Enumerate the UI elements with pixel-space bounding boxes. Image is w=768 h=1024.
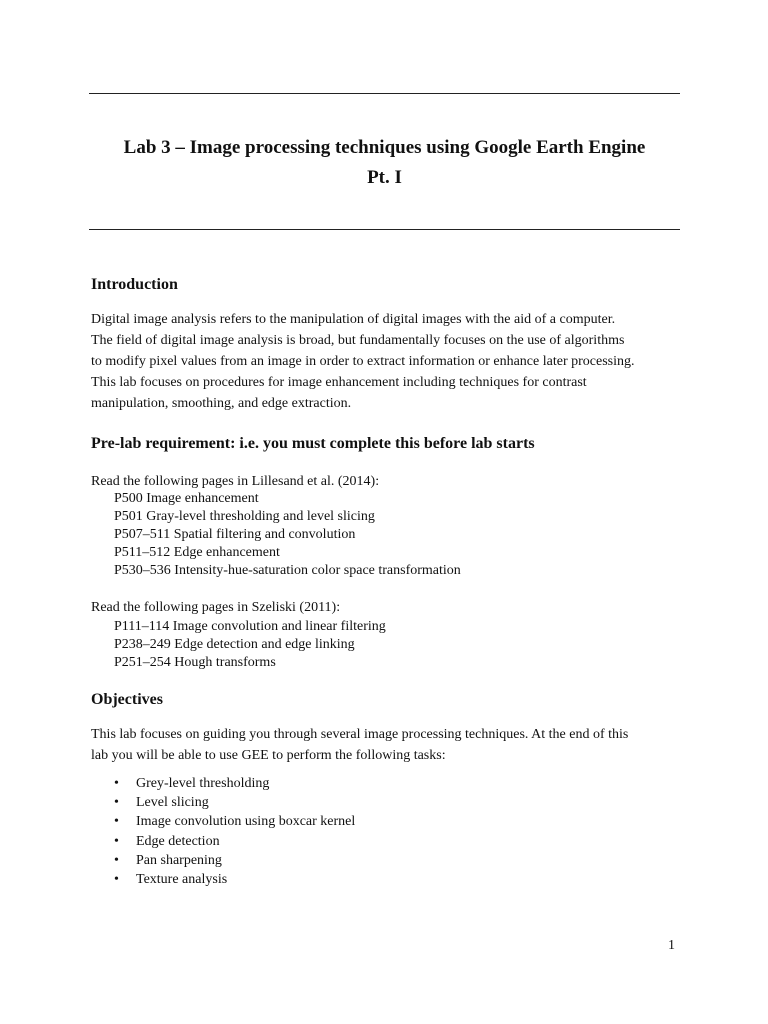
lillesand-intro [91, 471, 691, 492]
bullet-icon: • [114, 776, 119, 791]
list-item: P251–254 Hough transforms [114, 655, 276, 670]
list-item: P507–511 Spatial filtering and convolution [114, 527, 356, 542]
objectives-paragraph [91, 724, 691, 766]
introduction-line: The field of digital image analysis is broad, but fundamentally focuses on the use of algorithms [91, 333, 625, 348]
list-item [114, 832, 355, 851]
task-text: Texture analysis [136, 872, 228, 888]
task-text: Edge detection [136, 833, 220, 849]
bullet-icon: • [114, 814, 119, 830]
list-item [114, 851, 355, 870]
list-item: P500 Image enhancement [114, 491, 259, 506]
objectives-line: This lab focuses on guiding you through several image processing techniques. At the end of this [91, 727, 629, 742]
page-number: 1 [668, 938, 675, 953]
task-text: Image convolution using boxcar kernel [136, 814, 356, 830]
list-item [114, 870, 355, 889]
introduction-line: manipulation, smoothing, and edge extraction. [91, 396, 352, 411]
bullet-icon: • [114, 795, 119, 811]
list-item [114, 793, 355, 812]
objectives-heading: Objectives [91, 691, 163, 708]
list-item: P111–114 Image convolution and linear filtering [114, 619, 386, 634]
prelab-heading: Pre-lab requirement: i.e. you must complete this before lab starts [91, 435, 535, 452]
lillesand-intro-text: Read the following pages in Lillesand et al. (2014): [91, 474, 380, 489]
list-item [114, 812, 355, 831]
title-line-1: Lab 3 – Image processing techniques using Google Earth Engine [123, 137, 646, 158]
introduction-line: to modify pixel values from an image in order to extract information or enhance later processing. [91, 354, 635, 369]
task-text: Level slicing [136, 795, 209, 811]
header-rule-top [89, 93, 680, 94]
introduction-line: Digital image analysis refers to the manipulation of digital images with the aid of a computer. [91, 312, 616, 327]
task-text: Pan sharpening [136, 852, 222, 868]
list-item: P238–249 Edge detection and edge linking [114, 637, 355, 652]
szeliski-page-list [114, 618, 386, 672]
lillesand-page-list [114, 490, 461, 580]
szeliski-intro [91, 597, 691, 618]
objectives-line: lab you will be able to use GEE to perform the following tasks: [91, 748, 446, 763]
list-item [114, 774, 355, 793]
list-item: P530–536 Intensity-hue-saturation color space transformation [114, 563, 461, 578]
bullet-icon: • [114, 833, 119, 849]
szeliski-intro-text: Read the following pages in Szeliski (2011): [91, 600, 341, 615]
header-rule-bottom [89, 229, 680, 230]
introduction-line: This lab focuses on procedures for image enhancement including techniques for contrast [91, 375, 587, 390]
bullet-icon: • [114, 872, 119, 888]
bullet-icon: • [114, 852, 119, 868]
objectives-task-list [114, 774, 355, 889]
list-item: P501 Gray-level thresholding and level slicing [114, 509, 375, 524]
introduction-heading: Introduction [91, 276, 178, 293]
document-title [89, 133, 680, 193]
introduction-paragraph [91, 309, 691, 414]
task-text: Grey-level thresholding [136, 776, 270, 791]
list-item: P511–512 Edge enhancement [114, 545, 280, 560]
title-line-2: Pt. I [367, 167, 402, 188]
